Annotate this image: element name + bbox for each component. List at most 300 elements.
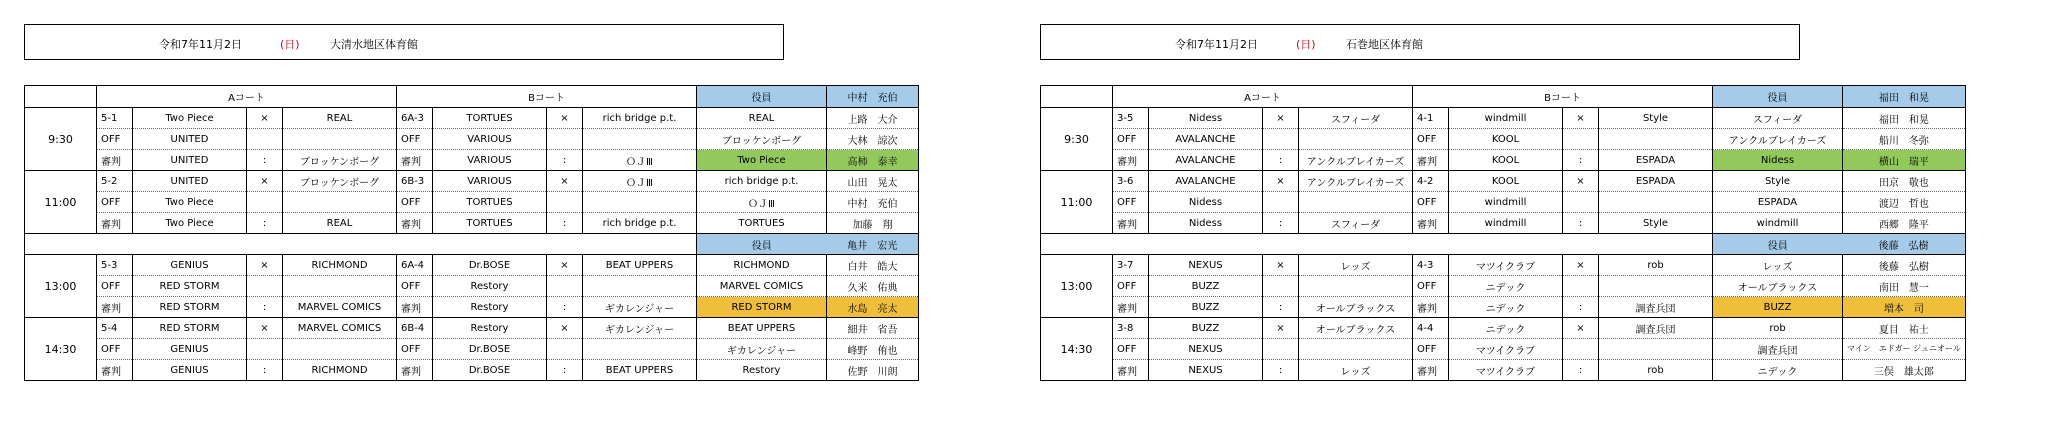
a-team-1: BUZZ (1149, 318, 1263, 339)
table-row (25, 276, 919, 297)
b-symbol: : (547, 213, 583, 234)
staff-header: 役員 (1713, 234, 1843, 255)
staff-name: 峰野 侑也 (827, 339, 919, 360)
staff-name: 夏目 祐士 (1843, 318, 1966, 339)
staff-team: RICHMOND (697, 255, 827, 276)
court-b-header: Bコート (397, 86, 697, 108)
staff-name: 増本 司 (1843, 297, 1966, 318)
a-team-2: アンクルブレイカーズ (1299, 171, 1413, 192)
staff-name: 加藤 翔 (827, 213, 919, 234)
event-date: 令和7年11月2日 (1175, 38, 1258, 51)
staff-name: 水島 亮太 (827, 297, 919, 318)
b-match-code: 6A-4 (397, 255, 433, 276)
staff-name: 南田 慧一 (1843, 276, 1966, 297)
b-symbol: × (1563, 255, 1599, 276)
b-team-1: マツイクラブ (1449, 360, 1563, 381)
time-slot: 9:30 (25, 108, 97, 171)
a-symbol: × (1263, 171, 1299, 192)
b-symbol: × (547, 171, 583, 192)
b-team-1: KOOL (1449, 129, 1563, 150)
b-team-1: TORTUES (433, 108, 547, 129)
a-symbol: × (247, 318, 283, 339)
b-symbol: : (547, 297, 583, 318)
staff-header: 役員 (1713, 86, 1843, 108)
b-team-2: Style (1599, 108, 1713, 129)
b-team-2 (1599, 276, 1713, 297)
b-team-2 (583, 276, 697, 297)
b-team-1: KOOL (1449, 171, 1563, 192)
b-team-2: ESPADA (1599, 150, 1713, 171)
b-match-code: 4-4 (1413, 318, 1449, 339)
b-symbol: : (1563, 150, 1599, 171)
a-match-code: OFF (97, 276, 133, 297)
b-team-2 (1599, 129, 1713, 150)
b-team-2: ギカレンジャー (583, 297, 697, 318)
a-symbol: × (247, 108, 283, 129)
staff-header-name: 中村 充伯 (827, 86, 919, 108)
staff-name: 渡辺 哲也 (1843, 192, 1966, 213)
table-row (1041, 255, 1966, 276)
venue-name: 石巻地区体育館 (1346, 38, 1423, 51)
schedule-table (1040, 85, 1966, 381)
b-symbol: × (1563, 318, 1599, 339)
b-match-code: 4-3 (1413, 255, 1449, 276)
table-row (1041, 297, 1966, 318)
a-team-1: Nidess (1149, 192, 1263, 213)
a-team-2: MARVEL COMICS (283, 318, 397, 339)
b-team-1: VARIOUS (433, 171, 547, 192)
a-team-2: ブロッケンボーグ (283, 150, 397, 171)
b-symbol: × (547, 108, 583, 129)
b-match-code: 審判 (1413, 360, 1449, 381)
a-match-code: OFF (1113, 276, 1149, 297)
a-team-2 (283, 129, 397, 150)
b-team-1: Restory (433, 276, 547, 297)
a-team-2: アンクルブレイカーズ (1299, 150, 1413, 171)
b-match-code: OFF (1413, 192, 1449, 213)
a-symbol: : (247, 213, 283, 234)
court-a-header: Aコート (1113, 86, 1413, 108)
a-team-1: BUZZ (1149, 297, 1263, 318)
staff-header: 役員 (697, 234, 827, 255)
a-team-2: ブロッケンボーグ (283, 171, 397, 192)
b-match-code: OFF (397, 129, 433, 150)
b-team-2: 調査兵団 (1599, 318, 1713, 339)
table-row (25, 360, 919, 381)
time-slot: 9:30 (1041, 108, 1113, 171)
b-team-1: Dr.BOSE (433, 360, 547, 381)
time-header-cell (25, 86, 97, 108)
a-team-2 (1299, 129, 1413, 150)
a-team-2 (283, 339, 397, 360)
b-symbol: : (547, 360, 583, 381)
b-match-code: 4-1 (1413, 108, 1449, 129)
table-row (25, 192, 919, 213)
a-match-code: OFF (1113, 192, 1149, 213)
b-symbol (547, 192, 583, 213)
a-symbol (1263, 276, 1299, 297)
b-team-1: マツイクラブ (1449, 339, 1563, 360)
time-header-cell (1041, 86, 1113, 108)
table-row (1041, 318, 1966, 339)
b-team-2 (1599, 192, 1713, 213)
a-team-2: スフィーダ (1299, 213, 1413, 234)
a-team-2: オールブラックス (1299, 297, 1413, 318)
a-team-1: Nidess (1149, 108, 1263, 129)
a-team-1: AVALANCHE (1149, 150, 1263, 171)
b-team-1: マツイクラブ (1449, 255, 1563, 276)
b-team-2: ESPADA (1599, 171, 1713, 192)
b-team-2 (583, 129, 697, 150)
a-symbol: : (1263, 297, 1299, 318)
day-of-week: (日) (280, 38, 300, 51)
b-team-1: Dr.BOSE (433, 255, 547, 276)
a-match-code: 3-6 (1113, 171, 1149, 192)
a-team-1: RED STORM (133, 318, 247, 339)
b-symbol (1563, 339, 1599, 360)
a-team-1: Two Piece (133, 108, 247, 129)
staff-team: 調査兵団 (1713, 339, 1843, 360)
b-symbol (1563, 276, 1599, 297)
table-row (1041, 276, 1966, 297)
court-b-header: Bコート (1413, 86, 1713, 108)
table-row (25, 318, 919, 339)
b-team-2: rob (1599, 255, 1713, 276)
a-symbol (247, 192, 283, 213)
time-slot: 13:00 (1041, 255, 1113, 318)
staff-name: 上路 大介 (827, 108, 919, 129)
table-row (1041, 213, 1966, 234)
table-row (1041, 108, 1966, 129)
a-team-1: AVALANCHE (1149, 171, 1263, 192)
staff-team: Restory (697, 360, 827, 381)
a-match-code: 審判 (97, 150, 133, 171)
a-symbol (247, 339, 283, 360)
a-team-2: REAL (283, 213, 397, 234)
b-match-code: 審判 (1413, 150, 1449, 171)
a-team-1: NEXUS (1149, 255, 1263, 276)
staff-team: スフィーダ (1713, 108, 1843, 129)
a-match-code: 5-1 (97, 108, 133, 129)
staff-name: 白井 皓大 (827, 255, 919, 276)
staff-team: Two Piece (697, 150, 827, 171)
a-match-code: 5-2 (97, 171, 133, 192)
a-match-code: OFF (97, 339, 133, 360)
a-symbol (1263, 129, 1299, 150)
b-match-code: 審判 (397, 360, 433, 381)
venue-name: 大清水地区体育館 (330, 38, 418, 51)
table-row (25, 255, 919, 276)
b-team-2: 調査兵団 (1599, 297, 1713, 318)
b-team-2: Style (1599, 213, 1713, 234)
header-row (25, 86, 919, 108)
table-row (1041, 360, 1966, 381)
a-match-code: OFF (1113, 339, 1149, 360)
a-team-1: Two Piece (133, 213, 247, 234)
a-match-code: 審判 (97, 297, 133, 318)
table-row (25, 213, 919, 234)
b-match-code: OFF (1413, 129, 1449, 150)
b-team-2: rich bridge p.t. (583, 213, 697, 234)
b-team-1: Restory (433, 318, 547, 339)
table-row (1041, 339, 1966, 360)
a-team-2: REAL (283, 108, 397, 129)
b-team-2 (583, 339, 697, 360)
b-symbol (547, 129, 583, 150)
staff-team: rich bridge p.t. (697, 171, 827, 192)
staff-name: 細井 省吾 (827, 318, 919, 339)
table-row (1041, 150, 1966, 171)
b-team-2: rob (1599, 360, 1713, 381)
a-match-code: 5-3 (97, 255, 133, 276)
b-team-1: windmill (1449, 108, 1563, 129)
staff-header-name: 福田 和晃 (1843, 86, 1966, 108)
b-symbol: : (1563, 360, 1599, 381)
table-row (1041, 171, 1966, 192)
table-row (25, 339, 919, 360)
b-team-2: ギカレンジャー (583, 318, 697, 339)
staff-name: 福田 和晃 (1843, 108, 1966, 129)
staff-name: 西郷 隆平 (1843, 213, 1966, 234)
header-row (1041, 86, 1966, 108)
a-match-code: 5-4 (97, 318, 133, 339)
table-row (25, 108, 919, 129)
staff-name: 横山 瑞平 (1843, 150, 1966, 171)
a-team-1: GENIUS (133, 360, 247, 381)
a-team-2: オールブラックス (1299, 318, 1413, 339)
b-team-1: ニデック (1449, 318, 1563, 339)
a-symbol: : (247, 360, 283, 381)
b-match-code: OFF (1413, 339, 1449, 360)
b-match-code: 審判 (397, 213, 433, 234)
a-match-code: 審判 (1113, 150, 1149, 171)
a-team-2 (283, 192, 397, 213)
staff-team: オールブラックス (1713, 276, 1843, 297)
separator-row (25, 234, 919, 255)
time-slot: 11:00 (1041, 171, 1113, 234)
b-team-2: ＯＪⅢ (583, 150, 697, 171)
a-team-1: NEXUS (1149, 360, 1263, 381)
a-team-1: NEXUS (1149, 339, 1263, 360)
venue-header (1040, 24, 1800, 60)
time-slot: 14:30 (1041, 318, 1113, 381)
a-team-1: Two Piece (133, 192, 247, 213)
a-match-code: 審判 (97, 360, 133, 381)
a-team-1: UNITED (133, 129, 247, 150)
a-match-code: OFF (97, 192, 133, 213)
b-team-2: BEAT UPPERS (583, 360, 697, 381)
staff-team: ニデック (1713, 360, 1843, 381)
staff-team: windmill (1713, 213, 1843, 234)
separator-cell (25, 234, 697, 255)
a-team-2: スフィーダ (1299, 108, 1413, 129)
table-row (25, 150, 919, 171)
staff-team: Nidess (1713, 150, 1843, 171)
a-match-code: OFF (1113, 129, 1149, 150)
a-symbol: : (247, 150, 283, 171)
staff-team: ブロッケンボーグ (697, 129, 827, 150)
court-a-header: Aコート (97, 86, 397, 108)
b-symbol (1563, 192, 1599, 213)
a-team-1: AVALANCHE (1149, 129, 1263, 150)
b-team-1: ニデック (1449, 297, 1563, 318)
table-row (1041, 129, 1966, 150)
day-of-week: (日) (1296, 38, 1316, 51)
time-slot: 13:00 (25, 255, 97, 318)
staff-name: マイン エドガー ジュニオール (1843, 339, 1966, 360)
staff-team: ギカレンジャー (697, 339, 827, 360)
schedule-table (24, 85, 919, 381)
staff-team: BEAT UPPERS (697, 318, 827, 339)
separator-row (1041, 234, 1966, 255)
a-match-code: 審判 (97, 213, 133, 234)
b-match-code: 6B-4 (397, 318, 433, 339)
b-team-1: TORTUES (433, 192, 547, 213)
staff-team: RED STORM (697, 297, 827, 318)
a-symbol: : (1263, 213, 1299, 234)
a-match-code: OFF (97, 129, 133, 150)
b-team-2: BEAT UPPERS (583, 255, 697, 276)
b-team-2: ＯＪⅢ (583, 171, 697, 192)
a-team-1: GENIUS (133, 339, 247, 360)
staff-name: 中村 充伯 (827, 192, 919, 213)
a-team-2: RICHMOND (283, 255, 397, 276)
staff-name: 大林 諒次 (827, 129, 919, 150)
staff-name: 後藤 弘樹 (1843, 255, 1966, 276)
b-match-code: 審判 (1413, 297, 1449, 318)
b-symbol: : (1563, 213, 1599, 234)
a-symbol (1263, 339, 1299, 360)
a-team-2: RICHMOND (283, 360, 397, 381)
a-team-2: MARVEL COMICS (283, 297, 397, 318)
staff-header: 役員 (697, 86, 827, 108)
b-symbol: × (547, 255, 583, 276)
a-team-1: RED STORM (133, 276, 247, 297)
b-symbol: × (1563, 171, 1599, 192)
separator-cell (1041, 234, 1713, 255)
a-team-2 (1299, 276, 1413, 297)
staff-team: BUZZ (1713, 297, 1843, 318)
staff-name: 佐野 川朗 (827, 360, 919, 381)
staff-team: Style (1713, 171, 1843, 192)
a-match-code: 3-7 (1113, 255, 1149, 276)
a-symbol: × (1263, 255, 1299, 276)
b-team-1: windmill (1449, 213, 1563, 234)
a-symbol: × (247, 255, 283, 276)
b-team-1: ニデック (1449, 276, 1563, 297)
b-match-code: 4-2 (1413, 171, 1449, 192)
staff-team: REAL (697, 108, 827, 129)
a-team-1: BUZZ (1149, 276, 1263, 297)
venue-header (24, 24, 784, 60)
b-match-code: 審判 (397, 297, 433, 318)
a-match-code: 審判 (1113, 213, 1149, 234)
b-symbol (547, 339, 583, 360)
b-team-1: Dr.BOSE (433, 339, 547, 360)
staff-header-name: 後藤 弘樹 (1843, 234, 1966, 255)
staff-team: アンクルブレイカーズ (1713, 129, 1843, 150)
a-team-1: GENIUS (133, 255, 247, 276)
staff-name: 高柿 泰幸 (827, 150, 919, 171)
a-team-1: Nidess (1149, 213, 1263, 234)
a-team-1: RED STORM (133, 297, 247, 318)
event-date: 令和7年11月2日 (159, 38, 242, 51)
table-row (25, 171, 919, 192)
b-match-code: 6A-3 (397, 108, 433, 129)
staff-team: ＯＪⅢ (697, 192, 827, 213)
staff-team: TORTUES (697, 213, 827, 234)
b-symbol: × (547, 318, 583, 339)
staff-team: MARVEL COMICS (697, 276, 827, 297)
a-team-2: レッズ (1299, 255, 1413, 276)
b-match-code: OFF (1413, 276, 1449, 297)
staff-team: rob (1713, 318, 1843, 339)
a-symbol: : (1263, 360, 1299, 381)
b-team-2 (583, 192, 697, 213)
a-team-1: UNITED (133, 150, 247, 171)
a-team-2 (1299, 192, 1413, 213)
b-match-code: 6B-3 (397, 171, 433, 192)
b-team-1: VARIOUS (433, 150, 547, 171)
staff-name: 久米 佑典 (827, 276, 919, 297)
staff-header-name: 亀井 宏光 (827, 234, 919, 255)
staff-name: 山田 晃太 (827, 171, 919, 192)
b-team-1: VARIOUS (433, 129, 547, 150)
time-slot: 11:00 (25, 171, 97, 234)
table-row (25, 129, 919, 150)
a-team-2 (1299, 339, 1413, 360)
a-team-2: レッズ (1299, 360, 1413, 381)
a-team-2 (283, 276, 397, 297)
a-match-code: 3-5 (1113, 108, 1149, 129)
a-match-code: 審判 (1113, 360, 1149, 381)
b-match-code: OFF (397, 276, 433, 297)
a-match-code: 3-8 (1113, 318, 1149, 339)
b-match-code: 審判 (397, 150, 433, 171)
table-row (1041, 192, 1966, 213)
a-symbol (247, 276, 283, 297)
b-match-code: 審判 (1413, 213, 1449, 234)
staff-team: レッズ (1713, 255, 1843, 276)
b-match-code: OFF (397, 339, 433, 360)
b-symbol: × (1563, 108, 1599, 129)
b-symbol: : (1563, 297, 1599, 318)
b-symbol (1563, 129, 1599, 150)
b-match-code: OFF (397, 192, 433, 213)
staff-team: ESPADA (1713, 192, 1843, 213)
staff-name: 三俣 雄太郎 (1843, 360, 1966, 381)
a-symbol: × (1263, 318, 1299, 339)
a-match-code: 審判 (1113, 297, 1149, 318)
time-slot: 14:30 (25, 318, 97, 381)
table-row (25, 297, 919, 318)
b-team-2 (1599, 339, 1713, 360)
b-team-2: rich bridge p.t. (583, 108, 697, 129)
staff-name: 船川 冬弥 (1843, 129, 1966, 150)
b-symbol: : (547, 150, 583, 171)
right-venue-panel (1040, 0, 2048, 422)
a-symbol (1263, 192, 1299, 213)
b-team-1: TORTUES (433, 213, 547, 234)
b-team-1: windmill (1449, 192, 1563, 213)
staff-name: 田京 敬也 (1843, 171, 1966, 192)
a-symbol: : (247, 297, 283, 318)
b-team-1: KOOL (1449, 150, 1563, 171)
a-symbol: × (247, 171, 283, 192)
b-symbol (547, 276, 583, 297)
a-symbol (247, 129, 283, 150)
a-symbol: × (1263, 108, 1299, 129)
